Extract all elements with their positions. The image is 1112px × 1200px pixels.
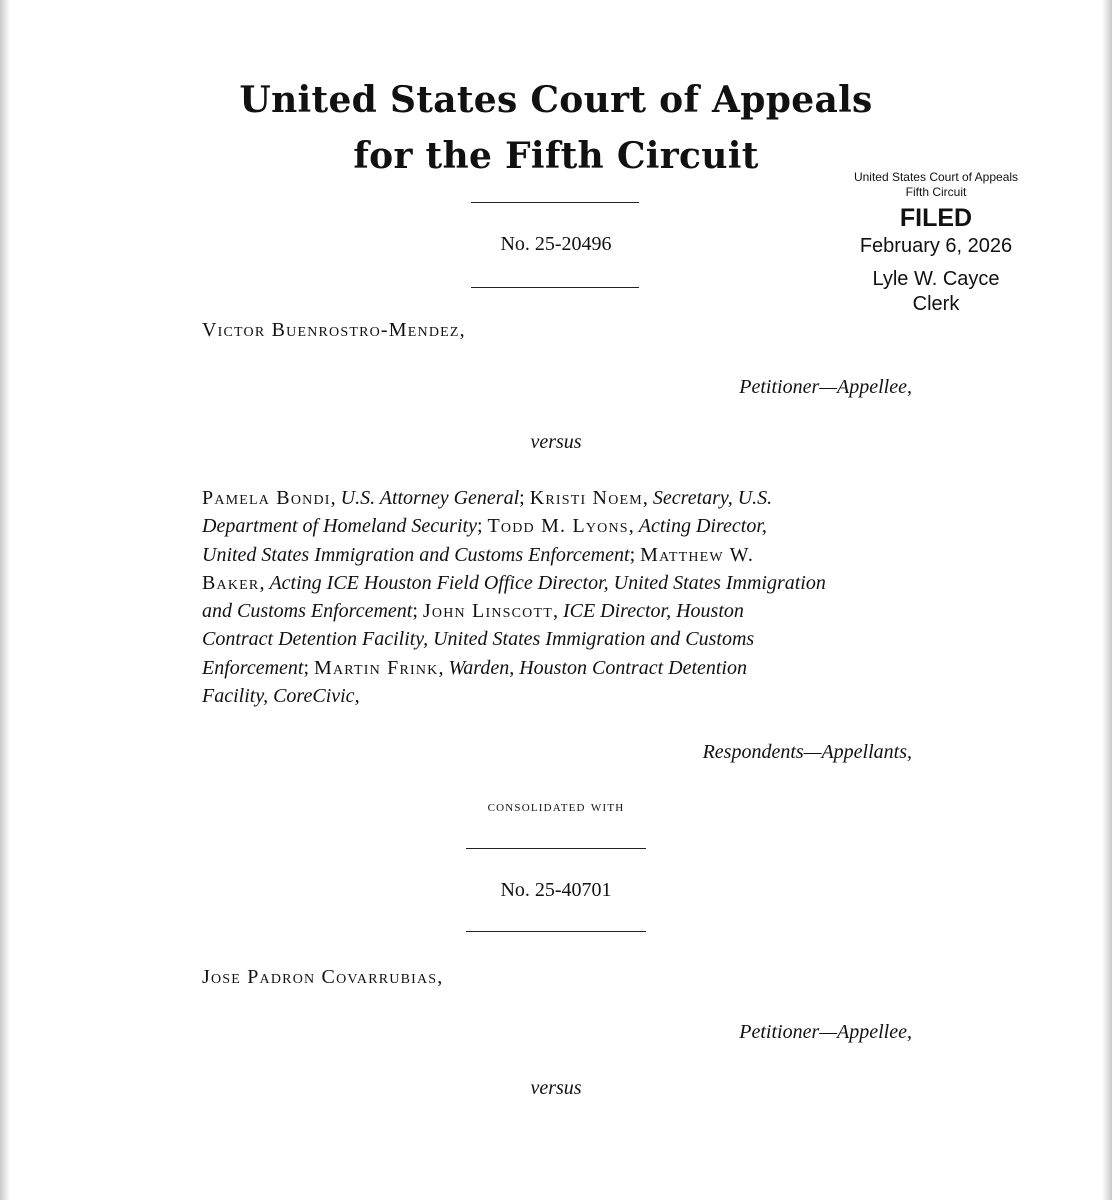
respondent-title: ICE Director, Houston bbox=[562, 600, 744, 623]
respondent-name: Kristi Noem bbox=[529, 487, 643, 509]
petitioner-role: Petitioner—Appellee, bbox=[739, 376, 912, 398]
respondent-title: and Customs Enforcement bbox=[202, 600, 413, 623]
respondent-name: Baker bbox=[202, 571, 260, 594]
consolidated-text: consolidated with bbox=[487, 798, 625, 815]
rule-divider bbox=[466, 848, 646, 849]
respondent-title: Facility, CoreCivic bbox=[202, 685, 355, 708]
respondent-title: United States Immigration and Customs Enforcement bbox=[202, 543, 630, 566]
stamp-circuit: Fifth Circuit bbox=[905, 185, 967, 199]
petitioner-role-2: Petitioner—Appellee, bbox=[739, 1021, 912, 1043]
respondent-name: Pamela Bondi bbox=[202, 487, 331, 509]
respondent-title: U.S. Attorney General bbox=[340, 487, 520, 509]
respondent-title: Acting ICE Houston Field Office Director, United States Immigration bbox=[269, 571, 826, 594]
case-number-consolidated: No. 25-40701 bbox=[500, 879, 612, 901]
consolidated-label bbox=[0, 796, 1112, 818]
rule-divider bbox=[471, 287, 639, 288]
petitioner-name: Victor Buenrostro-Mendez, bbox=[202, 319, 466, 341]
respondent-name: Martin Frink bbox=[314, 656, 439, 679]
stamp-status: FILED bbox=[899, 204, 973, 232]
versus-label: versus bbox=[530, 431, 582, 453]
respondent-title: Contract Detention Facility, United States Immigration and Customs bbox=[202, 628, 755, 651]
court-title bbox=[0, 72, 1112, 184]
case-number-primary: No. 25-20496 bbox=[500, 233, 612, 255]
filed-stamp bbox=[836, 170, 1036, 317]
petitioner-name-2: Jose Padron Covarrubias, bbox=[202, 966, 444, 988]
stamp-clerk-name: Lyle W. Cayce bbox=[872, 268, 1000, 290]
respondent-title: Department of Homeland Security bbox=[202, 515, 477, 538]
respondent-title: Warden, Houston Contract Detention bbox=[448, 656, 747, 679]
stamp-clerk-title: Clerk bbox=[912, 293, 960, 315]
respondent-title: Acting Director, bbox=[638, 515, 767, 538]
respondent-name: Todd M. Lyons bbox=[487, 515, 629, 538]
court-title-line1: United States Court of Appeals bbox=[239, 79, 873, 121]
rule-divider bbox=[471, 202, 639, 203]
respondent-name: John Linscott bbox=[422, 600, 553, 623]
stamp-date: February 6, 2026 bbox=[859, 235, 1013, 257]
respondent-title: Secretary, U.S. bbox=[652, 487, 773, 509]
respondent-name: Matthew W. bbox=[640, 543, 755, 566]
stamp-court: United States Court of Appeals bbox=[853, 170, 1019, 184]
respondents-role: Respondents—Appellants, bbox=[702, 741, 912, 763]
rule-divider bbox=[466, 931, 646, 932]
respondent-title: Enforcement bbox=[202, 656, 304, 679]
versus-label-2: versus bbox=[530, 1077, 582, 1099]
respondents-list: Pamela Bondi, U.S. Attorney General; Kristi Noem, Secretary, U.S. Department of Homeland Security; Todd M. Lyons, Acting Director, United States Immigration and Customs Enforcement; Matthew W. Baker, Acting ICE Houston Field Office Director, United States Immigration and Customs Enforcement; John Linscott, ICE Director, Houston Contract Detention Facility, United States Immigration and Customs Enforcement; Martin Frink, Warden, Houston Contract Detention Facility, CoreCivic, bbox=[202, 487, 826, 708]
court-title-line2: for the Fifth Circuit bbox=[353, 135, 759, 177]
